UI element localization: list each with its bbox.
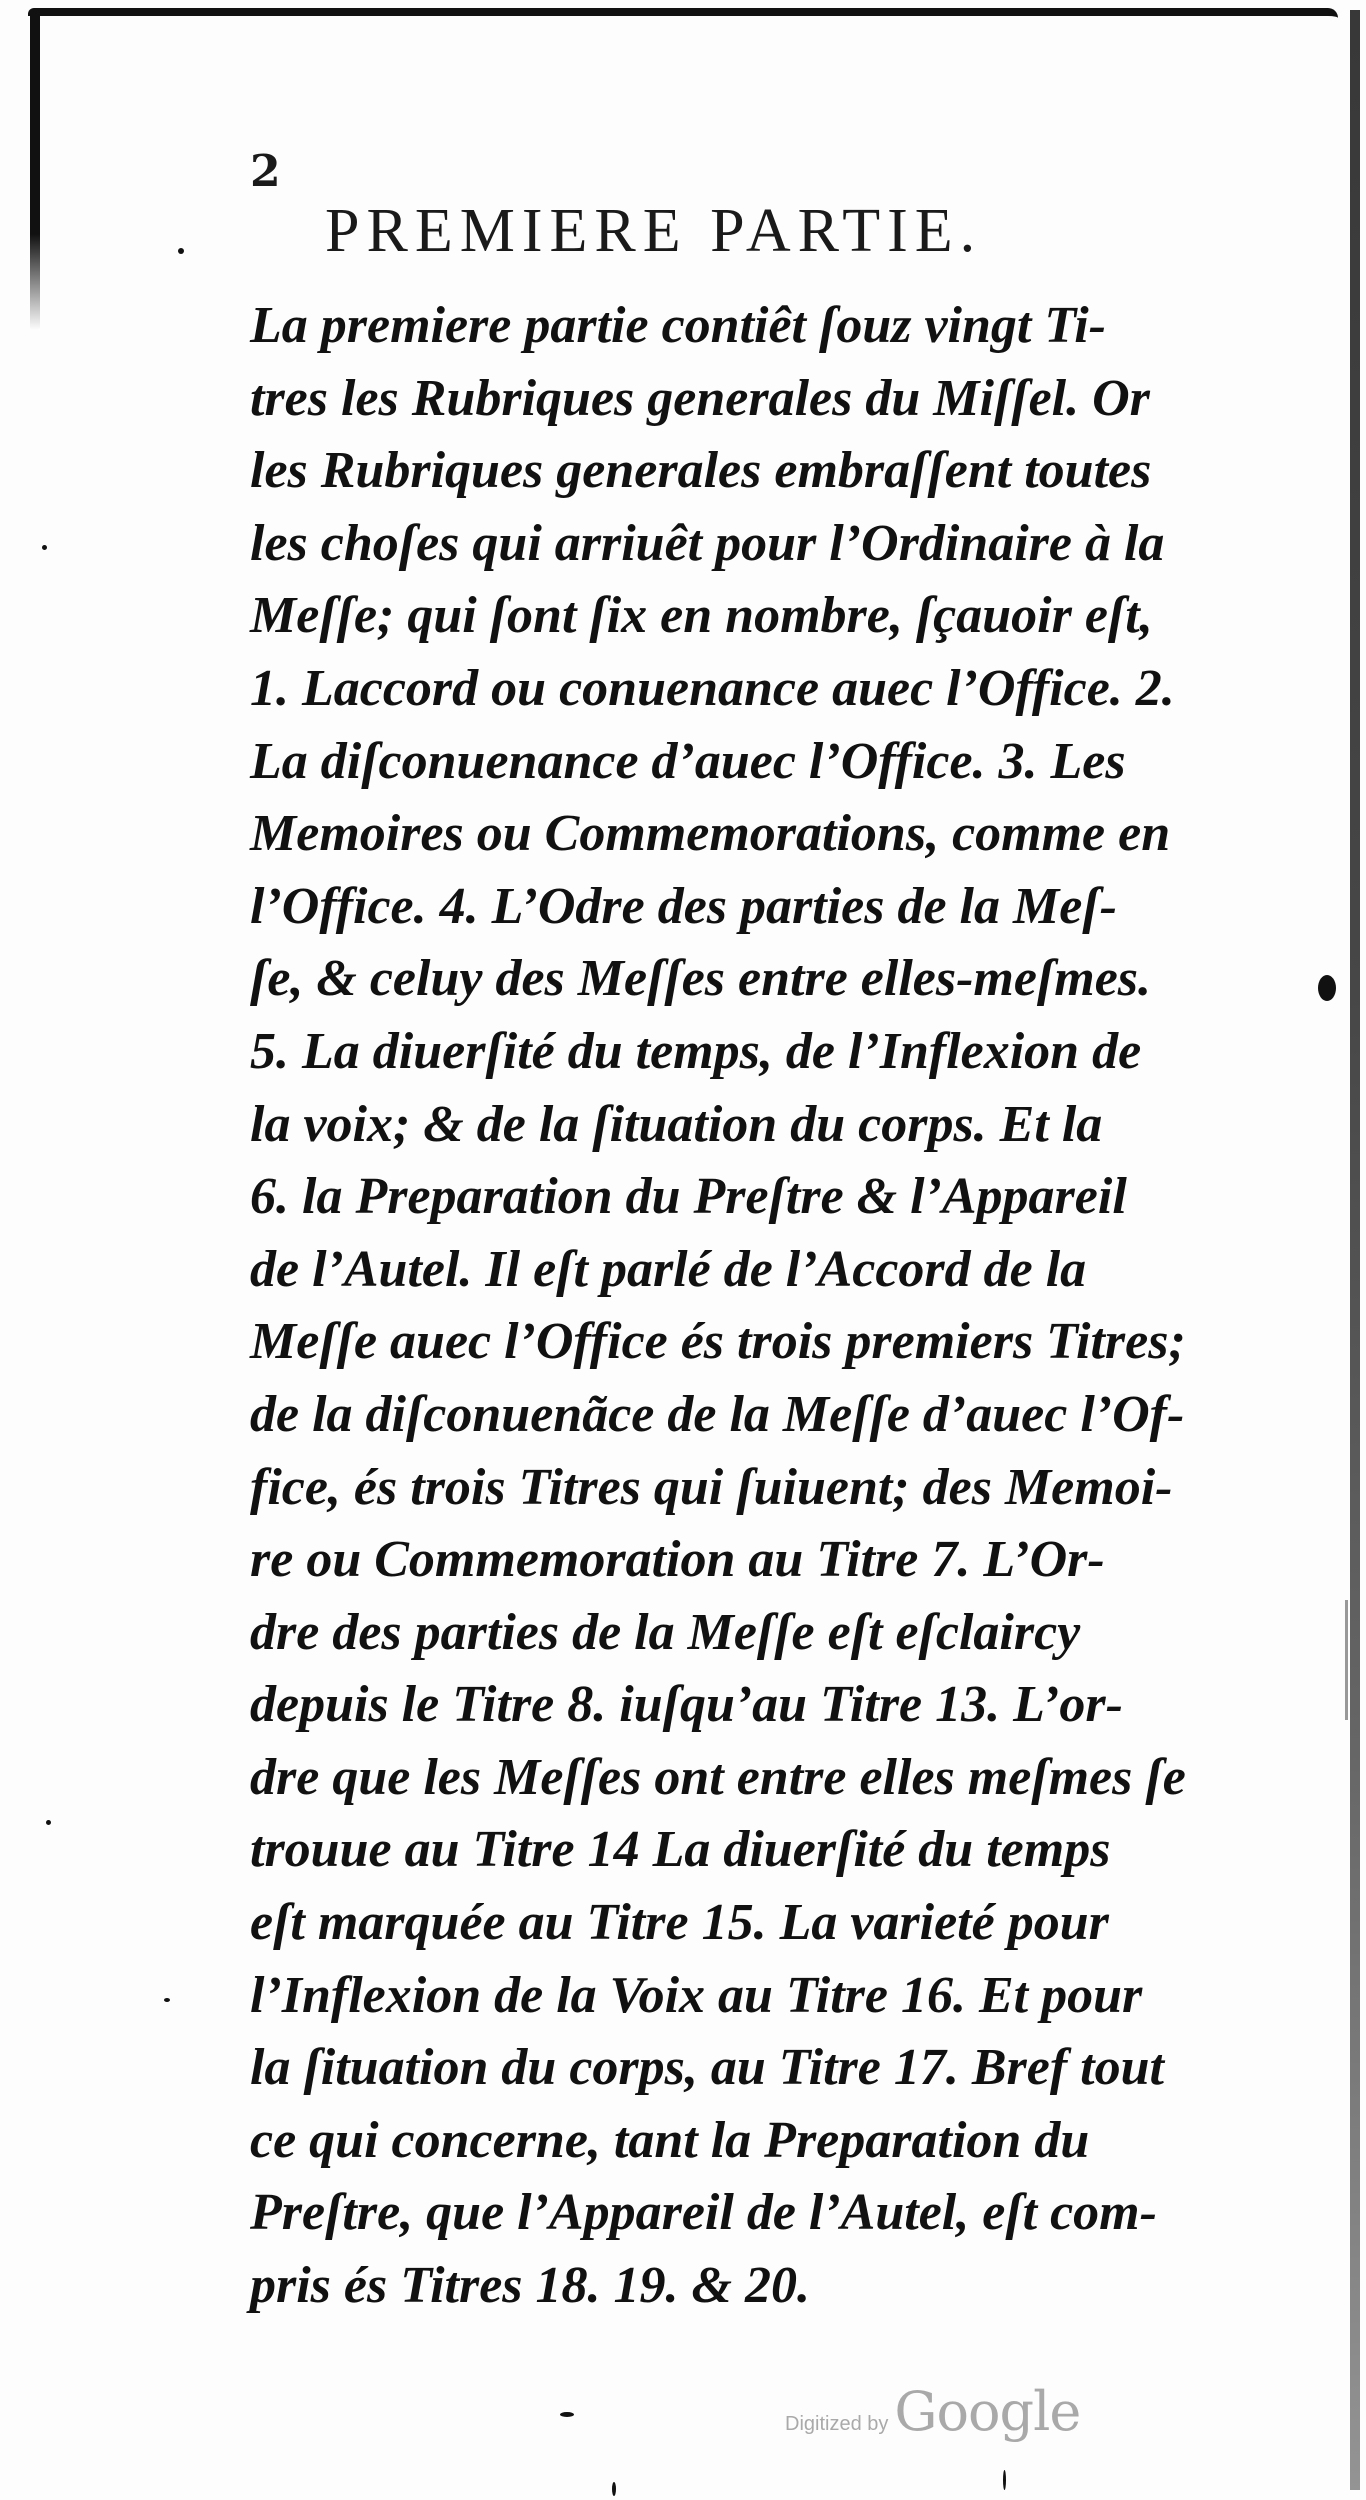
scan-speck bbox=[612, 2482, 616, 2496]
text-line: depuis le Titre 8. iuſqu’au Titre 13. L’or- bbox=[250, 1676, 1123, 1734]
text-line: pris és Titres 18. 19. & 20. bbox=[250, 2257, 810, 2315]
scan-speck bbox=[42, 545, 47, 550]
page-number: 2 bbox=[250, 146, 281, 197]
text-line: 6. la Preparation du Preſtre & l’Appareil bbox=[250, 1168, 1127, 1226]
scan-speck bbox=[164, 1998, 170, 2002]
page-right-shadow bbox=[1345, 1600, 1348, 1720]
text-line: ce qui concerne, tant la Preparation du bbox=[250, 2111, 1090, 2169]
scan-speck bbox=[1003, 2470, 1006, 2490]
text-line: de l’Autel. Il eſt parlé de l’Accord de la bbox=[250, 1240, 1087, 1298]
text-line: re ou Commemoration au Titre 7. L’Or- bbox=[250, 1531, 1105, 1589]
text-line: tres les Rubriques generales du Miſſel. Or bbox=[250, 369, 1150, 427]
running-head: PREMIERE PARTIE. bbox=[325, 197, 983, 265]
text-line: 5. La diuerſité du temps, de l’Inflexion de bbox=[250, 1022, 1142, 1080]
body-paragraph bbox=[250, 290, 1290, 2323]
digitized-by-google-watermark bbox=[785, 2380, 1080, 2443]
text-line: dre des parties de la Meſſe eſt eſclaircy bbox=[250, 1603, 1081, 1661]
page-left-edge bbox=[30, 10, 40, 330]
text-line: Memoires ou Commemorations, comme en bbox=[250, 805, 1171, 863]
text-line: dre que les Meſſes ont entre elles meſmes ſe bbox=[250, 1748, 1186, 1806]
text-line: l’Office. 4. L’Odre des parties de la Meſ- bbox=[250, 877, 1117, 935]
watermark-prefix: Digitized by bbox=[785, 2413, 889, 2435]
text-line: Meſſe auec l’Office és trois premiers Titres; bbox=[250, 1313, 1186, 1371]
text-line: eſt marquée au Titre 15. La varieté pour bbox=[250, 1894, 1109, 1952]
scan-speck bbox=[46, 1820, 51, 1825]
text-line: les choſes qui arriuêt pour l’Ordinaire à la bbox=[250, 514, 1165, 572]
page-right-edge bbox=[1350, 10, 1360, 2490]
text-line: l’Inflexion de la Voix au Titre 16. Et pour bbox=[250, 1966, 1143, 2024]
scan-speck bbox=[178, 248, 184, 254]
text-line: de la diſconuenãce de la Meſſe d’auec l’Of- bbox=[250, 1385, 1185, 1443]
page-top-edge bbox=[28, 8, 1338, 38]
text-line: ſe, & celuy des Meſſes entre elles-meſmes. bbox=[250, 950, 1152, 1008]
text-line: la voix; & de la ſituation du corps. Et la bbox=[250, 1095, 1103, 1153]
text-line: la ſituation du corps, au Titre 17. Bref tout bbox=[250, 2039, 1164, 2097]
text-line: La premiere partie contiêt ſouz vingt Ti- bbox=[250, 297, 1106, 354]
watermark-brand: Google bbox=[894, 2380, 1081, 2443]
text-line: La diſconuenance d’auec l’Office. 3. Les bbox=[250, 732, 1126, 790]
text-line: Preſtre, que l’Appareil de l’Autel, eſt com- bbox=[250, 2184, 1157, 2242]
text-line: les Rubriques generales embraſſent toutes bbox=[250, 442, 1152, 500]
text-line: trouue au Titre 14 La diuerſité du temps bbox=[250, 1821, 1111, 1879]
text-line: 1. Laccord ou conuenance auec l’Office. 2. bbox=[250, 659, 1175, 717]
text-line: Meſſe; qui ſont ſix en nombre, ſçauoir eſt, bbox=[250, 587, 1153, 645]
scan-speck bbox=[560, 2412, 574, 2417]
text-line: fice, és trois Titres qui ſuiuent; des Memoi- bbox=[250, 1458, 1173, 1516]
scan-speck bbox=[1318, 975, 1336, 1001]
